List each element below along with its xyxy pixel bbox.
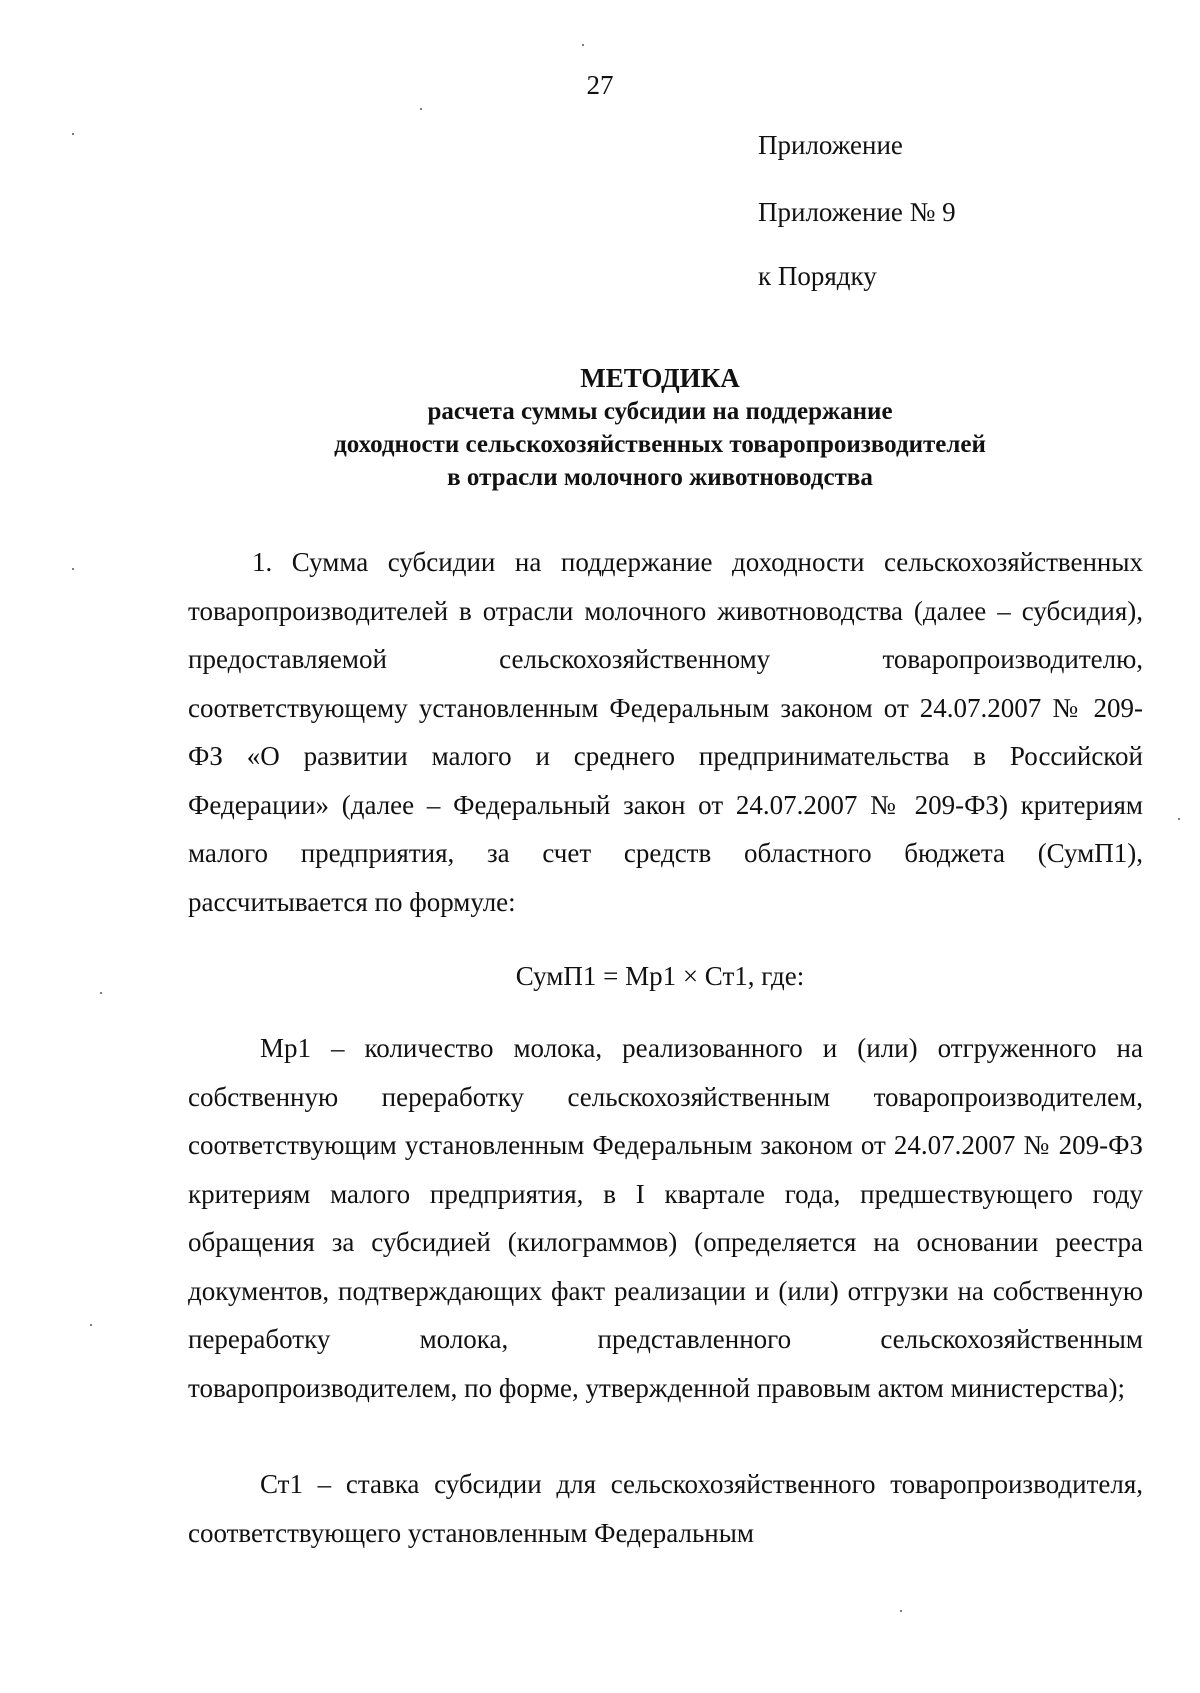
scan-speck	[90, 1324, 92, 1326]
scan-speck	[1178, 818, 1180, 820]
appendix-number: Приложение № 9	[758, 197, 956, 227]
scan-speck	[72, 133, 74, 135]
title-subtitle-line-1: расчета суммы субсидии на поддержание	[427, 398, 893, 425]
formula: СумП1 = Мр1 × Ст1, где:	[515, 961, 805, 991]
title-heading: МЕТОДИКА	[580, 363, 740, 393]
title-subtitle-line-3: в отрасли молочного животноводства	[447, 464, 873, 491]
scan-speck	[100, 992, 102, 994]
appendix-reference: к Порядку	[758, 261, 877, 291]
appendix-label: Приложение	[758, 130, 903, 160]
page-number: 27	[586, 70, 614, 100]
scan-speck	[900, 1610, 902, 1612]
document-title	[0, 362, 1200, 494]
paragraph-definition-mr1: Мр1 – количество молока, реализованного и (или) отгруженного на собственную переработку сельскохозяйственным товаропроизводителем, соответствующим установленным Федеральным законом от 24.07.2007 № 209-ФЗ критериям малого предприятия, в I квартале года, предшествующего году обращения за субсидией (килограммов) (определяется на основании реестра документов, подтверждающих факт реализации и (или) отгрузки на собственную переработку молока, представленного сельскохозяйственным товаропроизводителем, по форме, утвержденной правовым актом министерства);	[188, 1033, 1143, 1403]
paragraph-definition-st1: Ст1 – ставка субсидии для сельскохозяйственного товаропроизводителя, соответствующего установленным Федеральным	[188, 1469, 1143, 1548]
scan-speck	[72, 568, 74, 570]
title-subtitle-line-2: доходности сельскохозяйственных товаропроизводителей	[334, 431, 986, 458]
paragraph-1: 1. Сумма субсидии на поддержание доходности сельскохозяйственных товаропроизводителей в отрасли молочного животноводства (далее – субсидия), предоставляемой сельскохозяйственному товаропроизводителю, соответствующему установленным Федеральным законом от 24.07.2007 № 209-ФЗ «О развитии малого и среднего предпринимательства в Российской Федерации» (далее – Федеральный закон от 24.07.2007 № 209-ФЗ) критериям малого предприятия, за счет средств областного бюджета (СумП1), рассчитывается по формуле:	[188, 547, 1143, 917]
scan-speck	[420, 108, 422, 110]
scan-speck	[582, 44, 584, 46]
